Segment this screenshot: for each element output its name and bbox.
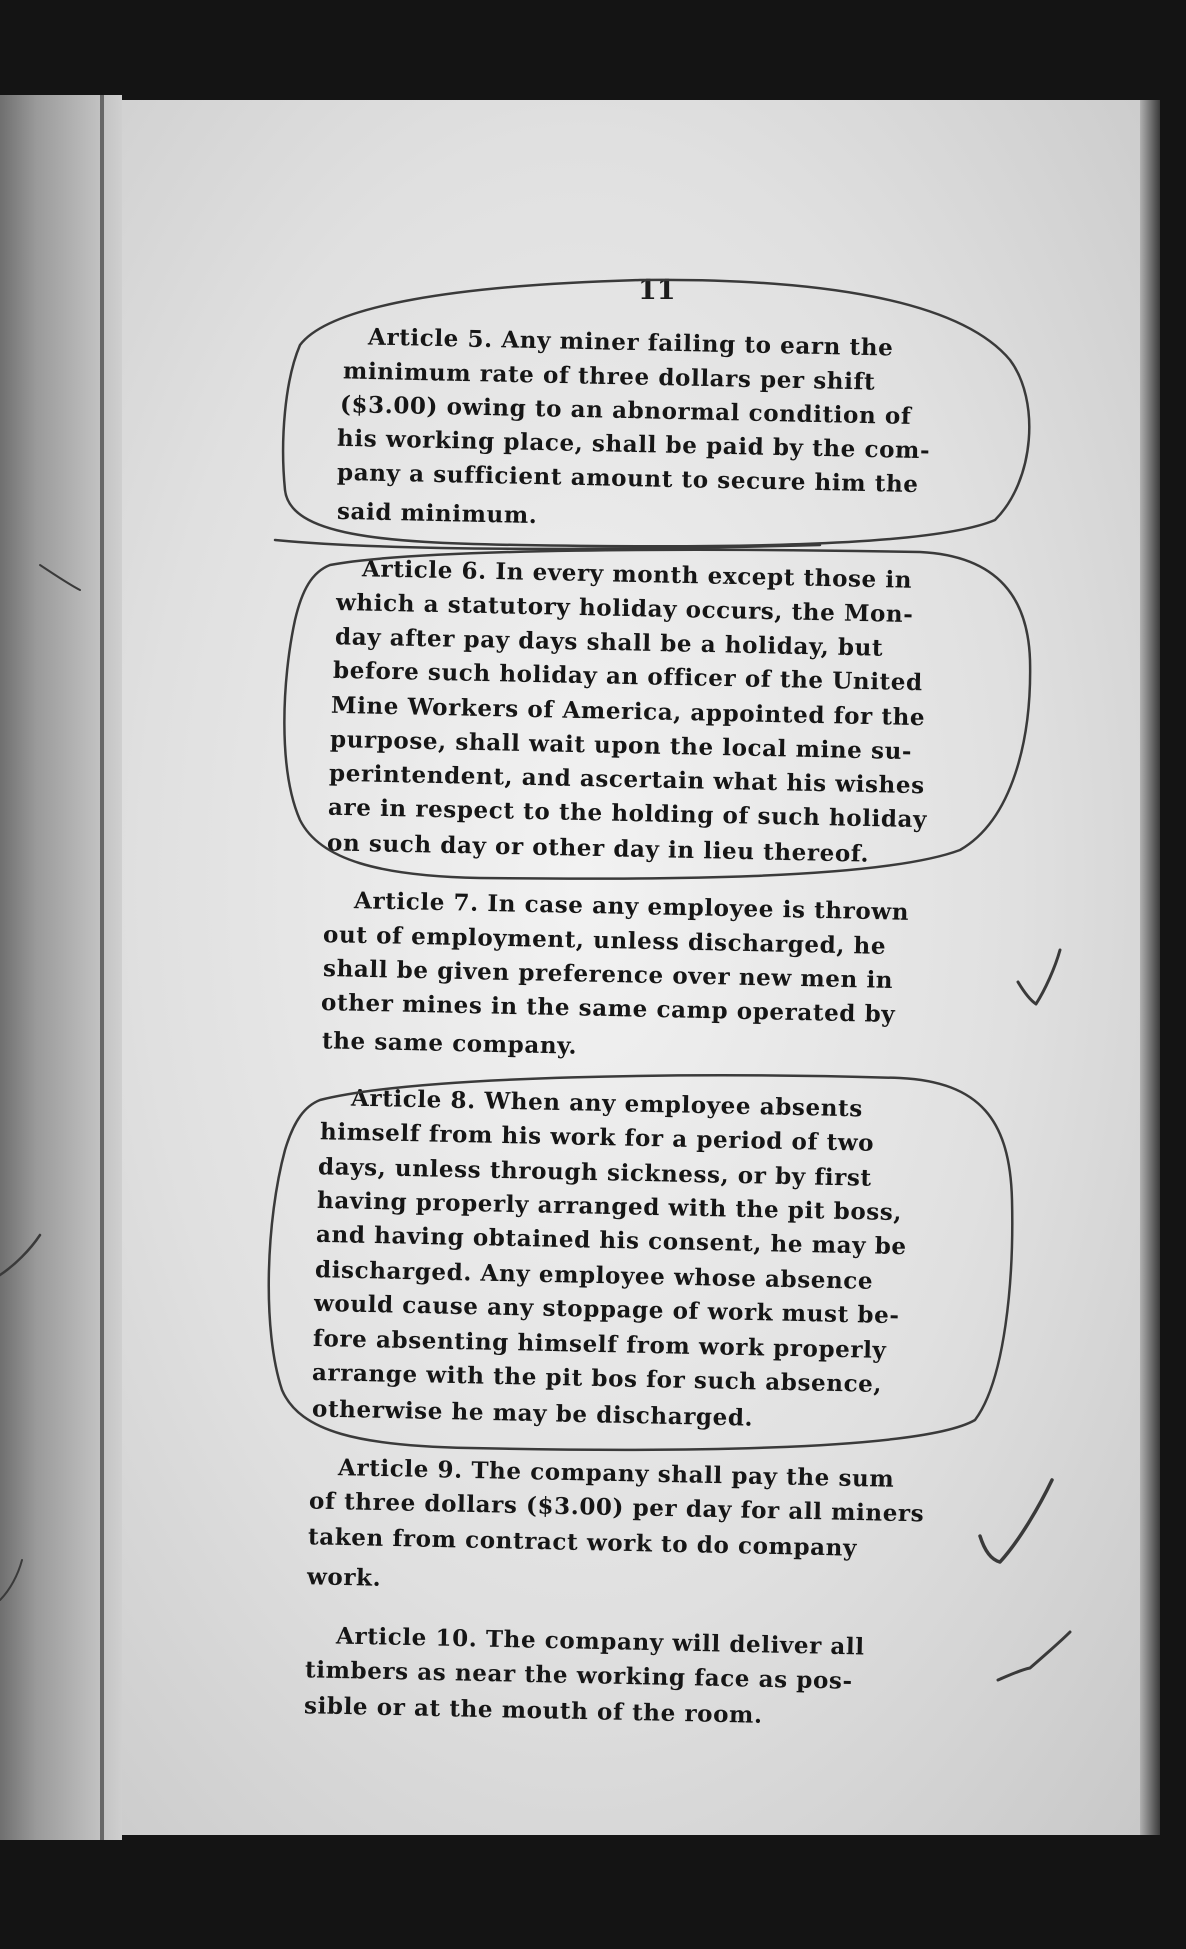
article-line: arrange with the pit bos for such absence,	[311, 1359, 883, 1398]
article-line: Article 9. The company shall pay the sum	[337, 1454, 895, 1493]
article-line: would cause any stoppage of work must be-	[313, 1289, 900, 1330]
article-line: which a statutory holiday occurs, the Mon-	[335, 588, 914, 629]
article-line: shall be given preference over new men in	[322, 955, 894, 994]
article-line: having properly arranged with the pit boss,	[316, 1186, 903, 1227]
article-line: fore absenting himself from work properly	[312, 1324, 887, 1365]
article-line: perintendent, and ascertain what his wishes	[328, 759, 925, 800]
article-line: timbers as near the working face as pos-	[304, 1656, 853, 1695]
article-line: are in respect to the holding of such holiday	[327, 793, 928, 834]
article-line: days, unless through sickness, or by first	[317, 1153, 872, 1192]
binding-gutter	[100, 95, 104, 1840]
article-line: Mine Workers of America, appointed for the	[330, 691, 926, 732]
article-line: before such holiday an officer of the United	[332, 656, 923, 697]
article-line: Article 8. When any employee absents	[350, 1084, 864, 1123]
article-line: pany a sufficient amount to secure him the	[336, 458, 919, 499]
article-line: said minimum.	[336, 497, 538, 530]
article-line: of three dollars ($3.00) per day for all miners	[308, 1487, 925, 1528]
article-line: Article 7. In case any employee is thrown	[353, 887, 910, 926]
article-line: Article 6. In every month except those in	[361, 555, 913, 594]
article-line: on such day or other day in lieu thereof.	[326, 829, 870, 868]
article-line: otherwise he may be discharged.	[311, 1395, 754, 1432]
article-line: out of employment, unless discharged, he	[322, 921, 887, 960]
article-line: other mines in the same camp operated by	[320, 988, 896, 1029]
article-line: discharged. Any employee whose absence	[314, 1256, 874, 1295]
article-line: purpose, shall wait upon the local mine su-	[329, 725, 913, 766]
article-line: minimum rate of three dollars per shift	[342, 357, 876, 396]
article-line: Article 10. The company will deliver all	[335, 1622, 865, 1661]
article-line: day after pay days shall be a holiday, but	[334, 623, 884, 662]
article-line: sible or at the mouth of the room.	[303, 1692, 763, 1729]
article-line: taken from contract work to do company	[307, 1523, 858, 1562]
article-line: and having obtained his consent, he may be	[315, 1220, 907, 1261]
article-line: Article 5. Any miner failing to earn the	[367, 323, 894, 362]
article-line: himself from his work for a period of two	[319, 1118, 875, 1157]
page-number: 11	[638, 275, 676, 306]
article-line: ($3.00) owing to an abnormal condition of	[339, 391, 912, 430]
article-line: work.	[306, 1563, 382, 1592]
article-line: the same company.	[321, 1027, 578, 1060]
page-edge-shadow	[1140, 100, 1160, 1835]
article-line: his working place, shall be paid by the com-	[336, 424, 931, 465]
